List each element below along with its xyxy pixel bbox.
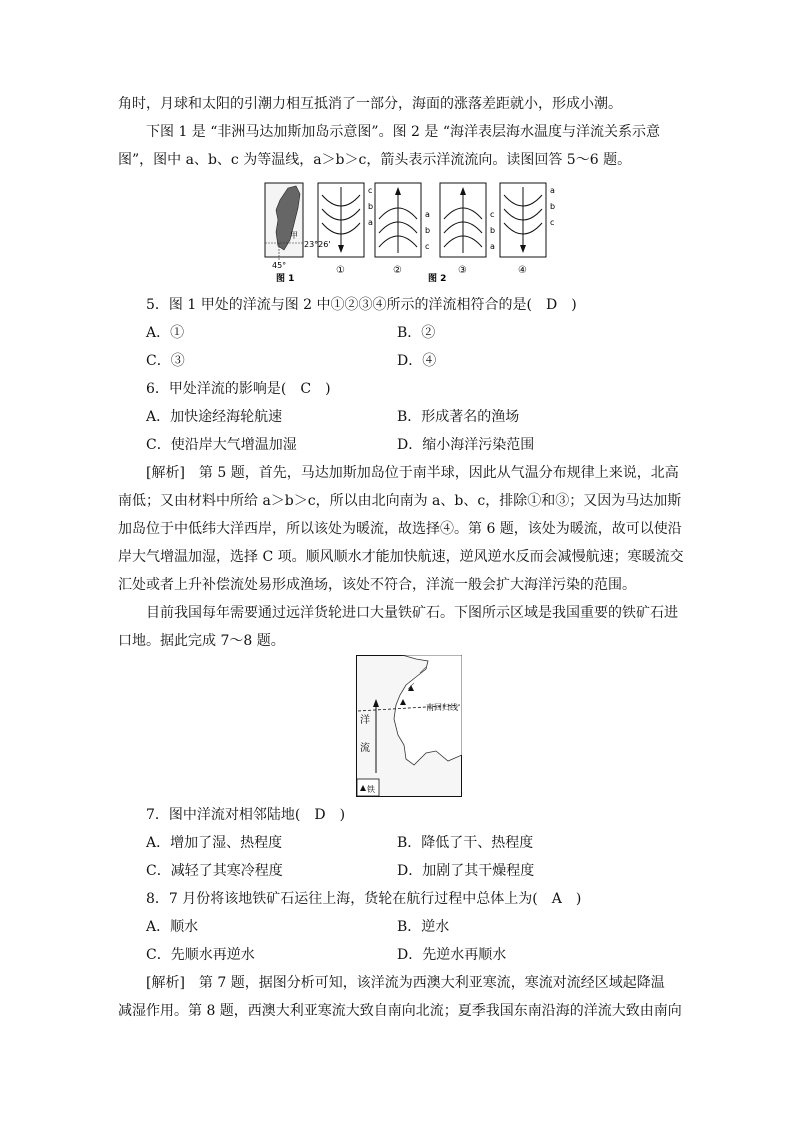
q5-option-c: C．③ xyxy=(146,353,185,369)
q6-option-b: B．形成著名的渔场 xyxy=(397,409,520,425)
panel-number: ② xyxy=(393,265,402,276)
q5-option-d: D．④ xyxy=(397,353,437,369)
current-label-1: 洋 xyxy=(360,715,370,726)
q5-option-b: B．② xyxy=(397,325,436,341)
figure2-panel-1 xyxy=(318,183,373,276)
map-western-australia xyxy=(356,655,462,797)
q8-option-a: A．顺水 xyxy=(146,919,199,935)
intro-7-8-line1: 目前我国每年需要通过远洋货轮进口大量铁矿石。下图所示区域是我国重要的铁矿石进 xyxy=(146,605,678,621)
panel-number: ① xyxy=(336,265,345,276)
q7-option-a: A．增加了湿、热程度 xyxy=(146,835,283,851)
figure2-panel-3 xyxy=(440,183,495,276)
intro-5-6-line1: 下图 1 是 “非洲马达加斯加岛示意图”。图 2 是 “海洋表层海水温度与洋流关系示意 xyxy=(146,124,660,140)
isotherm-label: a xyxy=(425,210,430,219)
tropic-latitude-label: 23°26' xyxy=(304,240,331,249)
analysis-1-line4: 岸大气增温加湿，选择 C 项。顺风顺水才能加快航速，逆风逆水反而会减慢航速；寒暖流交 xyxy=(118,549,684,565)
isotherm-label: c xyxy=(425,242,430,251)
q7-option-c: C．减轻了其寒冷程度 xyxy=(146,863,283,879)
question-6-stem: 6．甲处洋流的影响是( C ) xyxy=(146,381,331,397)
panel-number: ④ xyxy=(518,265,527,276)
q7-option-b: B．降低了干、热程度 xyxy=(397,835,534,851)
q8-option-b: B．逆水 xyxy=(397,919,450,935)
isotherm-label: b xyxy=(490,226,496,235)
q5-option-a: A．① xyxy=(146,325,185,341)
question-8-stem: 8．7 月份将该地铁矿石运往上海，货轮在航行过程中总体上为( A ) xyxy=(146,891,582,907)
isotherm-label: b xyxy=(368,202,374,211)
figure1-caption: 图 1 xyxy=(276,274,295,284)
q6-option-a: A．加快途经海轮航速 xyxy=(146,409,283,425)
figure2-panel-2 xyxy=(375,183,430,276)
panel-number: ③ xyxy=(458,265,467,276)
analysis-2-line2: 减湿作用。第 8 题，西澳大利亚寒流大致自南向北流；夏季我国东南沿海的洋流大致由南向 xyxy=(118,1003,682,1019)
intro-7-8-line2: 口地。据此完成 7～8 题。 xyxy=(118,633,285,649)
longitude-label: 45° xyxy=(272,261,287,270)
tropic-label: 南回归线 xyxy=(426,703,458,712)
isotherm-label: c xyxy=(490,210,495,219)
analysis-2-line1: [解析] 第 7 题，据图分析可知，该洋流为西澳大利亚寒流，寒流对流经区域起降温 xyxy=(146,975,665,991)
isotherm-label: c xyxy=(550,218,555,227)
analysis-1-line5: 汇处或者上升补偿流处易形成渔场，该处不符合，洋流一般会扩大海洋污染的范围。 xyxy=(118,577,636,593)
isotherm-label: c xyxy=(368,186,373,195)
isotherm-label: a xyxy=(490,242,495,251)
isotherm-label: b xyxy=(550,202,556,211)
figure2-panel-4 xyxy=(500,183,555,276)
q6-option-c: C．使沿岸大气增温加湿 xyxy=(146,437,297,453)
place-jia: 甲 xyxy=(290,231,298,240)
question-5-stem: 5．图 1 甲处的洋流与图 2 中①②③④所示的洋流相符合的是( D ) xyxy=(146,297,577,313)
q8-option-d: D．先逆水再顺水 xyxy=(397,947,507,963)
paragraph-tide-end: 角时，月球和太阳的引潮力相互抵消了一部分，海面的涨落差距就小，形成小潮。 xyxy=(118,96,622,112)
analysis-1-line3: 加岛位于中低纬大洋西岸，所以该处为暖流，故选择④。第 6 题，该处为暖流，故可以使沿 xyxy=(118,521,682,537)
figure2-caption: 图 2 xyxy=(428,274,447,284)
isotherm-label: b xyxy=(425,226,431,235)
current-label-2: 流 xyxy=(360,743,370,754)
analysis-1-line2: 南低；又由材料中所给 a＞b＞c，所以由北向南为 a、b、c，排除①和③；又因为马达加斯 xyxy=(118,493,682,509)
isotherm-label: a xyxy=(550,186,555,195)
figure1-madagascar-map xyxy=(265,183,331,284)
q7-option-d: D．加剧了其干燥程度 xyxy=(397,863,535,879)
figure-madagascar-currents xyxy=(260,180,560,290)
isotherm-label: a xyxy=(368,218,373,227)
question-7-stem: 7．图中洋流对相邻陆地( D ) xyxy=(146,807,346,823)
intro-5-6-line2: 图”，图中 a、b、c 为等温线，a＞b＞c，箭头表示洋流流向。读图回答 5～6 题。 xyxy=(118,152,632,168)
q6-option-d: D．缩小海洋污染范围 xyxy=(397,437,535,453)
analysis-1-line1: [解析] 第 5 题，首先，马达加斯加岛位于南半球，因此从气温分布规律上来说，北高 xyxy=(146,465,679,481)
q8-option-c: C．先顺水再逆水 xyxy=(146,947,255,963)
legend-iron-label: 铁 xyxy=(367,785,375,794)
